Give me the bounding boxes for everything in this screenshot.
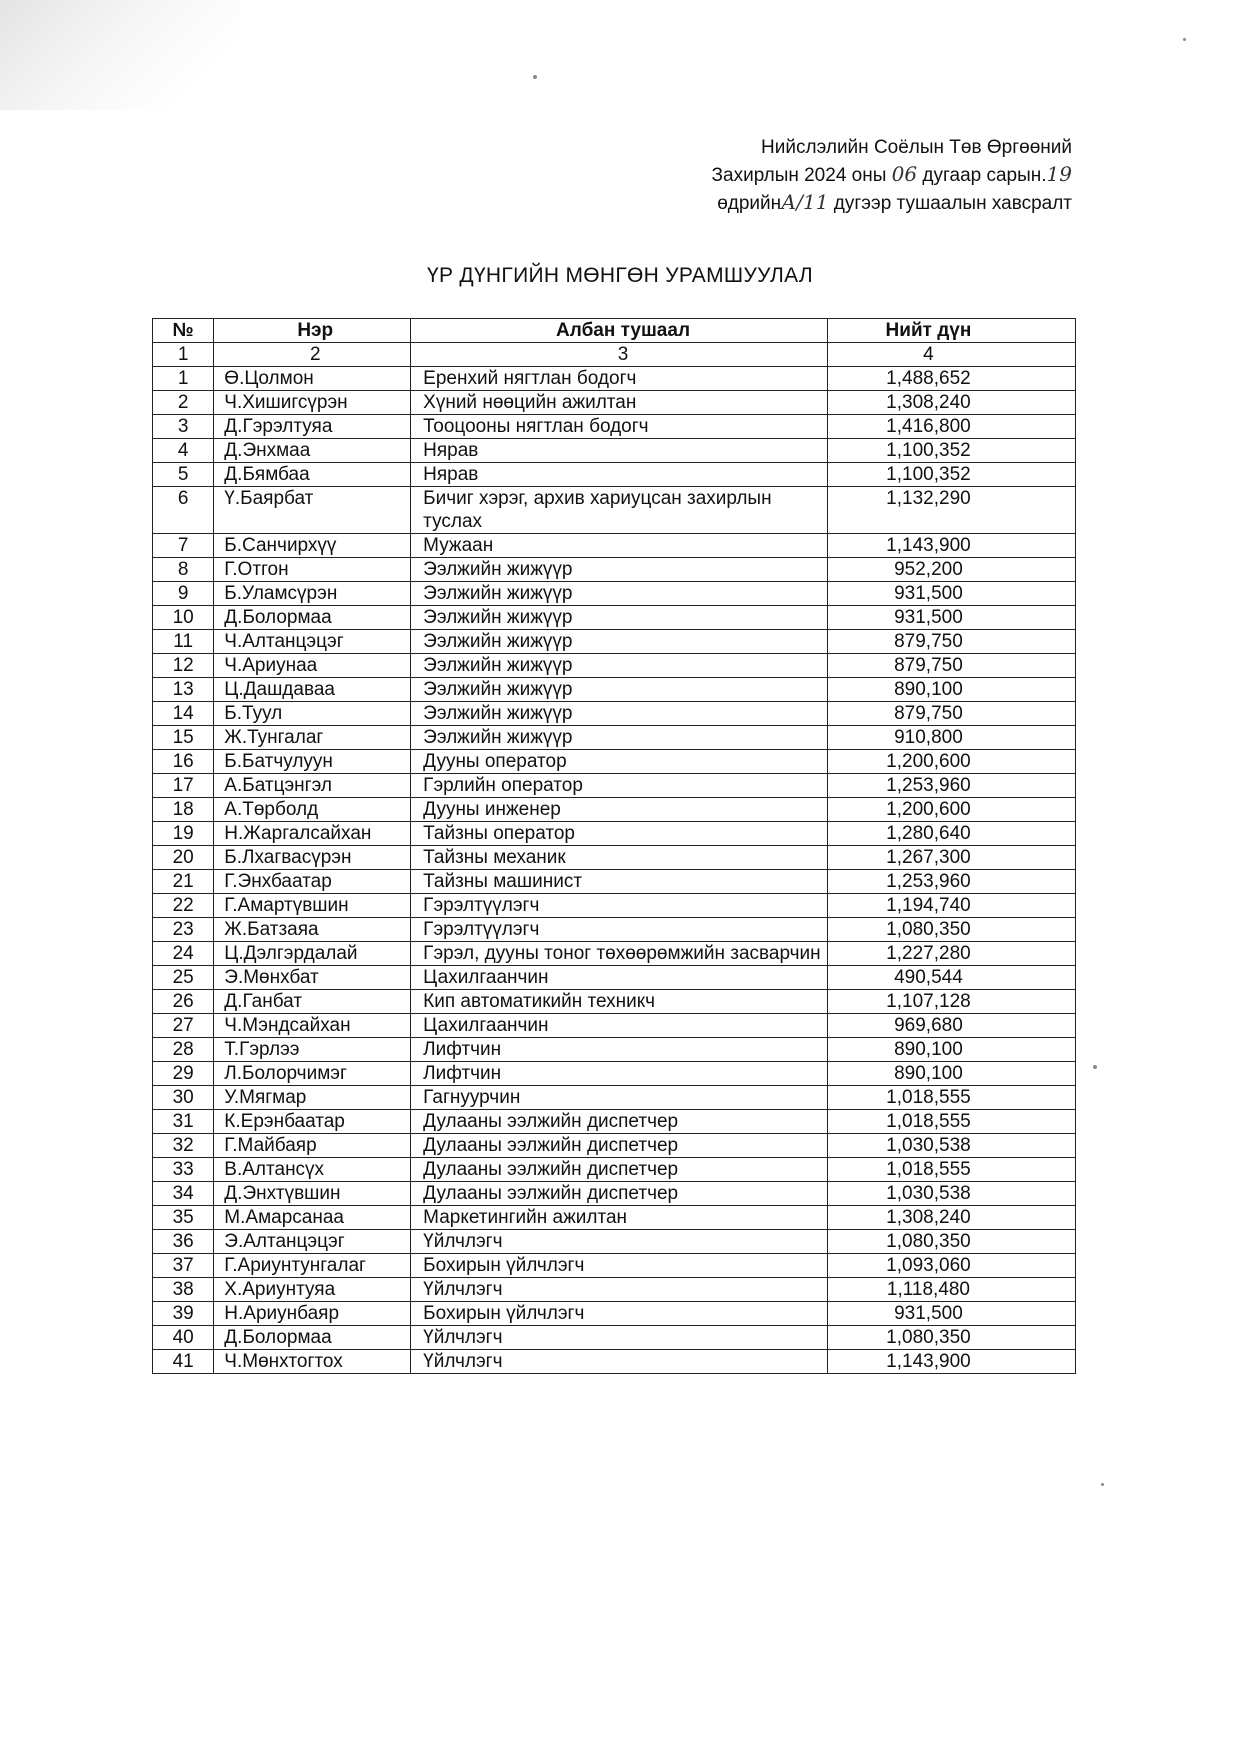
row-number: 23 bbox=[153, 918, 214, 942]
bonus-amount: 1,253,960 bbox=[827, 870, 1075, 894]
bonus-amount: 1,227,280 bbox=[827, 942, 1075, 966]
scan-speck bbox=[1183, 38, 1186, 41]
row-number: 8 bbox=[153, 558, 214, 582]
row-number: 39 bbox=[153, 1302, 214, 1326]
row-number: 32 bbox=[153, 1134, 214, 1158]
bonus-amount: 879,750 bbox=[827, 702, 1075, 726]
row-number: 7 bbox=[153, 534, 214, 558]
job-position: Ээлжийн жижүүр bbox=[411, 606, 828, 630]
bonus-amount: 879,750 bbox=[827, 630, 1075, 654]
row-number: 29 bbox=[153, 1062, 214, 1086]
job-position: Ээлжийн жижүүр bbox=[411, 654, 828, 678]
job-position: Бичиг хэрэг, архив хариуцсан захирлын туслах bbox=[411, 487, 828, 534]
table-row bbox=[153, 1230, 1076, 1254]
appendix-header-note bbox=[632, 135, 1072, 217]
job-position: Нярав bbox=[411, 463, 828, 487]
table-row bbox=[153, 487, 1076, 534]
table-row bbox=[153, 534, 1076, 558]
table-row bbox=[153, 942, 1076, 966]
scan-speck bbox=[1093, 1065, 1097, 1069]
row-number: 26 bbox=[153, 990, 214, 1014]
employee-name: Ч.Мэндсайхан bbox=[214, 1014, 411, 1038]
employee-name: Ө.Цолмон bbox=[214, 367, 411, 391]
job-position: Мужаан bbox=[411, 534, 828, 558]
handwritten-day: 19 bbox=[1046, 162, 1072, 186]
bonus-amount: 1,200,600 bbox=[827, 750, 1075, 774]
table-row bbox=[153, 966, 1076, 990]
table-row bbox=[153, 1134, 1076, 1158]
bonus-amount: 879,750 bbox=[827, 654, 1075, 678]
row-number: 25 bbox=[153, 966, 214, 990]
table-row bbox=[153, 1326, 1076, 1350]
employee-name: А.Батцэнгэл bbox=[214, 774, 411, 798]
bonus-amount: 1,100,352 bbox=[827, 463, 1075, 487]
handwritten-order-number: А/11 bbox=[781, 190, 829, 214]
table-header-row bbox=[153, 319, 1076, 343]
employee-name: Г.Отгон bbox=[214, 558, 411, 582]
document-title: ҮР ДҮНГИЙН МӨНГӨН УРАМШУУЛАЛ bbox=[427, 264, 813, 287]
job-position: Ээлжийн жижүүр bbox=[411, 726, 828, 750]
employee-name: Д.Энхтүвшин bbox=[214, 1182, 411, 1206]
row-number: 14 bbox=[153, 702, 214, 726]
table-row bbox=[153, 558, 1076, 582]
job-position: Гагнуурчин bbox=[411, 1086, 828, 1110]
job-position: Дулааны ээлжийн диспетчер bbox=[411, 1110, 828, 1134]
row-number: 33 bbox=[153, 1158, 214, 1182]
job-position: Цахилгаанчин bbox=[411, 1014, 828, 1038]
row-number: 10 bbox=[153, 606, 214, 630]
row-number: 22 bbox=[153, 894, 214, 918]
bonus-amount: 1,194,740 bbox=[827, 894, 1075, 918]
row-number: 2 bbox=[153, 391, 214, 415]
row-number: 28 bbox=[153, 1038, 214, 1062]
bonus-amount: 890,100 bbox=[827, 1038, 1075, 1062]
row-number: 41 bbox=[153, 1350, 214, 1374]
employee-name: Г.Энхбаатар bbox=[214, 870, 411, 894]
job-position: Ээлжийн жижүүр bbox=[411, 678, 828, 702]
header-line-2 bbox=[632, 161, 1072, 189]
job-position: Гэрлийн оператор bbox=[411, 774, 828, 798]
row-number: 5 bbox=[153, 463, 214, 487]
column-number: 1 bbox=[153, 343, 214, 367]
scan-speck bbox=[1101, 1483, 1104, 1486]
bonus-amount: 1,030,538 bbox=[827, 1182, 1075, 1206]
table-row bbox=[153, 1038, 1076, 1062]
employee-name: Ц.Дэлгэрдалай bbox=[214, 942, 411, 966]
table-row bbox=[153, 1350, 1076, 1374]
job-position: Үйлчлэгч bbox=[411, 1278, 828, 1302]
table-row bbox=[153, 1206, 1076, 1230]
bonus-amount: 1,143,900 bbox=[827, 1350, 1075, 1374]
job-position: Үйлчлэгч bbox=[411, 1350, 828, 1374]
employee-name: Б.Туул bbox=[214, 702, 411, 726]
job-position: Еренхий нягтлан бодогч bbox=[411, 367, 828, 391]
job-position: Лифтчин bbox=[411, 1062, 828, 1086]
row-number: 18 bbox=[153, 798, 214, 822]
employee-name: Д.Гэрэлтуяа bbox=[214, 415, 411, 439]
table-row bbox=[153, 1110, 1076, 1134]
job-position: Гэрэлтүүлэгч bbox=[411, 894, 828, 918]
job-position: Маркетингийн ажилтан bbox=[411, 1206, 828, 1230]
row-number: 12 bbox=[153, 654, 214, 678]
employee-name: А.Төрболд bbox=[214, 798, 411, 822]
row-number: 34 bbox=[153, 1182, 214, 1206]
employee-name: Г.Амартүвшин bbox=[214, 894, 411, 918]
row-number: 30 bbox=[153, 1086, 214, 1110]
employee-name: Ж.Батзаяа bbox=[214, 918, 411, 942]
row-number: 31 bbox=[153, 1110, 214, 1134]
bonus-amount: 1,488,652 bbox=[827, 367, 1075, 391]
employee-name: К.Ерэнбаатар bbox=[214, 1110, 411, 1134]
row-number: 13 bbox=[153, 678, 214, 702]
employee-name: Ц.Дашдаваа bbox=[214, 678, 411, 702]
table-row bbox=[153, 1254, 1076, 1278]
table-row bbox=[153, 1086, 1076, 1110]
table-row bbox=[153, 870, 1076, 894]
header-line-3 bbox=[632, 189, 1072, 217]
job-position: Үйлчлэгч bbox=[411, 1326, 828, 1350]
employee-name: Г.Майбаяр bbox=[214, 1134, 411, 1158]
employee-name: Н.Жаргалсайхан bbox=[214, 822, 411, 846]
row-number: 3 bbox=[153, 415, 214, 439]
handwritten-month: 06 bbox=[891, 162, 918, 186]
job-position: Ээлжийн жижүүр bbox=[411, 558, 828, 582]
employee-name: М.Амарсанаа bbox=[214, 1206, 411, 1230]
row-number: 17 bbox=[153, 774, 214, 798]
employee-name: Ч.Мөнхтогтох bbox=[214, 1350, 411, 1374]
job-position: Цахилгаанчин bbox=[411, 966, 828, 990]
header-line-3-suffix: дугээр тушаалын хавсралт bbox=[833, 193, 1072, 214]
employee-name: Б.Санчирхүү bbox=[214, 534, 411, 558]
table-row bbox=[153, 894, 1076, 918]
table-row bbox=[153, 1158, 1076, 1182]
header-line-1: Нийслэлийн Соёлын Төв Өргөөний bbox=[761, 137, 1072, 158]
job-position: Бохирын үйлчлэгч bbox=[411, 1254, 828, 1278]
job-position: Үйлчлэгч bbox=[411, 1230, 828, 1254]
bonus-amount: 931,500 bbox=[827, 606, 1075, 630]
bonus-amount: 1,018,555 bbox=[827, 1158, 1075, 1182]
table-row bbox=[153, 918, 1076, 942]
bonus-amount: 1,416,800 bbox=[827, 415, 1075, 439]
employee-name: Б.Батчулуун bbox=[214, 750, 411, 774]
job-position: Тооцооны нягтлан бодогч bbox=[411, 415, 828, 439]
employee-name: Э.Мөнхбат bbox=[214, 966, 411, 990]
table-row bbox=[153, 726, 1076, 750]
bonus-amount: 490,544 bbox=[827, 966, 1075, 990]
employee-name: Д.Бямбаа bbox=[214, 463, 411, 487]
bonus-amount: 1,308,240 bbox=[827, 1206, 1075, 1230]
employee-name: Х.Ариунтуяа bbox=[214, 1278, 411, 1302]
bonus-amount: 931,500 bbox=[827, 1302, 1075, 1326]
job-position: Ээлжийн жижүүр bbox=[411, 582, 828, 606]
row-number: 21 bbox=[153, 870, 214, 894]
header-position: Албан тушаал bbox=[411, 319, 828, 343]
employee-name: Л.Болорчимэг bbox=[214, 1062, 411, 1086]
job-position: Ээлжийн жижүүр bbox=[411, 630, 828, 654]
row-number: 36 bbox=[153, 1230, 214, 1254]
table-row bbox=[153, 774, 1076, 798]
table-row bbox=[153, 391, 1076, 415]
employee-name: Б.Уламсүрэн bbox=[214, 582, 411, 606]
row-number: 40 bbox=[153, 1326, 214, 1350]
table-row bbox=[153, 678, 1076, 702]
header-no: № bbox=[153, 319, 214, 343]
bonus-amount: 931,500 bbox=[827, 582, 1075, 606]
column-number: 3 bbox=[411, 343, 828, 367]
job-position: Тайзны машинист bbox=[411, 870, 828, 894]
bonus-amount: 1,107,128 bbox=[827, 990, 1075, 1014]
bonus-amount: 1,018,555 bbox=[827, 1110, 1075, 1134]
row-number: 15 bbox=[153, 726, 214, 750]
table-row bbox=[153, 846, 1076, 870]
table-row bbox=[153, 367, 1076, 391]
row-number: 37 bbox=[153, 1254, 214, 1278]
column-number: 4 bbox=[827, 343, 1075, 367]
employee-name: Ж.Тунгалаг bbox=[214, 726, 411, 750]
table-row bbox=[153, 1182, 1076, 1206]
job-position: Кип автоматикийн техникч bbox=[411, 990, 828, 1014]
job-position: Гэрэлтүүлэгч bbox=[411, 918, 828, 942]
employee-name: Д.Ганбат bbox=[214, 990, 411, 1014]
job-position: Дууны оператор bbox=[411, 750, 828, 774]
job-position: Бохирын үйлчлэгч bbox=[411, 1302, 828, 1326]
bonus-amount: 1,018,555 bbox=[827, 1086, 1075, 1110]
bonus-amount: 969,680 bbox=[827, 1014, 1075, 1038]
bonus-amount: 1,280,640 bbox=[827, 822, 1075, 846]
bonus-amount: 910,800 bbox=[827, 726, 1075, 750]
table-row bbox=[153, 463, 1076, 487]
bonus-amount: 1,267,300 bbox=[827, 846, 1075, 870]
header-line-2-prefix: Захирлын 2024 оны bbox=[711, 165, 887, 186]
employee-name: В.Алтансүх bbox=[214, 1158, 411, 1182]
table-row bbox=[153, 654, 1076, 678]
bonus-amount: 1,100,352 bbox=[827, 439, 1075, 463]
employee-name: Э.Алтанцэцэг bbox=[214, 1230, 411, 1254]
employee-name: Ч.Алтанцэцэг bbox=[214, 630, 411, 654]
employee-name: Н.Ариунбаяр bbox=[214, 1302, 411, 1326]
scan-speck bbox=[533, 75, 537, 79]
bonus-amount: 1,080,350 bbox=[827, 1326, 1075, 1350]
job-position: Нярав bbox=[411, 439, 828, 463]
row-number: 16 bbox=[153, 750, 214, 774]
bonus-amount: 1,093,060 bbox=[827, 1254, 1075, 1278]
column-number: 2 bbox=[214, 343, 411, 367]
table-row bbox=[153, 630, 1076, 654]
table-row bbox=[153, 702, 1076, 726]
table-row bbox=[153, 1062, 1076, 1086]
bonus-amount: 1,200,600 bbox=[827, 798, 1075, 822]
employee-name: Ч.Хишигсүрэн bbox=[214, 391, 411, 415]
employee-name: Д.Болормаа bbox=[214, 1326, 411, 1350]
bonus-amount: 1,080,350 bbox=[827, 1230, 1075, 1254]
row-number: 38 bbox=[153, 1278, 214, 1302]
employee-name: Ч.Ариунаа bbox=[214, 654, 411, 678]
table-row bbox=[153, 439, 1076, 463]
header-name: Нэр bbox=[214, 319, 411, 343]
job-position: Ээлжийн жижүүр bbox=[411, 702, 828, 726]
header-amount: Нийт дүн bbox=[827, 319, 1075, 343]
table-row bbox=[153, 798, 1076, 822]
row-number: 20 bbox=[153, 846, 214, 870]
employee-name: У.Мягмар bbox=[214, 1086, 411, 1110]
row-number: 11 bbox=[153, 630, 214, 654]
employee-name: Т.Гэрлээ bbox=[214, 1038, 411, 1062]
scan-corner-shade bbox=[0, 0, 240, 110]
employee-name: Д.Энхмаа bbox=[214, 439, 411, 463]
row-number: 9 bbox=[153, 582, 214, 606]
job-position: Тайзны оператор bbox=[411, 822, 828, 846]
bonus-amount: 1,143,900 bbox=[827, 534, 1075, 558]
bonus-amount: 1,253,960 bbox=[827, 774, 1075, 798]
table-row bbox=[153, 606, 1076, 630]
row-number: 27 bbox=[153, 1014, 214, 1038]
table-row bbox=[153, 415, 1076, 439]
table-row bbox=[153, 1278, 1076, 1302]
table-row bbox=[153, 582, 1076, 606]
table-row bbox=[153, 1014, 1076, 1038]
row-number: 1 bbox=[153, 367, 214, 391]
bonus-amount: 1,308,240 bbox=[827, 391, 1075, 415]
table-row bbox=[153, 1302, 1076, 1326]
table-row bbox=[153, 750, 1076, 774]
row-number: 6 bbox=[153, 487, 214, 534]
row-number: 35 bbox=[153, 1206, 214, 1230]
employee-name: Ү.Баярбат bbox=[214, 487, 411, 534]
row-number: 4 bbox=[153, 439, 214, 463]
employee-name: Г.Ариунтунгалаг bbox=[214, 1254, 411, 1278]
employee-name: Д.Болормаа bbox=[214, 606, 411, 630]
header-line-3-prefix: өдрийн bbox=[717, 193, 782, 214]
bonus-amount: 1,132,290 bbox=[827, 487, 1075, 534]
job-position: Хүний нөөцийн ажилтан bbox=[411, 391, 828, 415]
row-number: 19 bbox=[153, 822, 214, 846]
header-line-2-mid: дугаар сарын. bbox=[922, 165, 1047, 186]
job-position: Лифтчин bbox=[411, 1038, 828, 1062]
bonus-amount: 890,100 bbox=[827, 678, 1075, 702]
bonus-amount: 1,080,350 bbox=[827, 918, 1075, 942]
job-position: Дулааны ээлжийн диспетчер bbox=[411, 1158, 828, 1182]
column-number-row bbox=[153, 343, 1076, 367]
bonus-amount: 890,100 bbox=[827, 1062, 1075, 1086]
row-number: 24 bbox=[153, 942, 214, 966]
job-position: Гэрэл, дууны тоног төхөөрөмжийн засварчин bbox=[411, 942, 828, 966]
job-position: Дууны инженер bbox=[411, 798, 828, 822]
bonus-amount: 952,200 bbox=[827, 558, 1075, 582]
table-row bbox=[153, 822, 1076, 846]
bonus-table bbox=[152, 318, 1076, 1374]
job-position: Тайзны механик bbox=[411, 846, 828, 870]
employee-name: Б.Лхагвасүрэн bbox=[214, 846, 411, 870]
bonus-amount: 1,030,538 bbox=[827, 1134, 1075, 1158]
bonus-amount: 1,118,480 bbox=[827, 1278, 1075, 1302]
table-row bbox=[153, 990, 1076, 1014]
job-position: Дулааны ээлжийн диспетчер bbox=[411, 1182, 828, 1206]
job-position: Дулааны ээлжийн диспетчер bbox=[411, 1134, 828, 1158]
